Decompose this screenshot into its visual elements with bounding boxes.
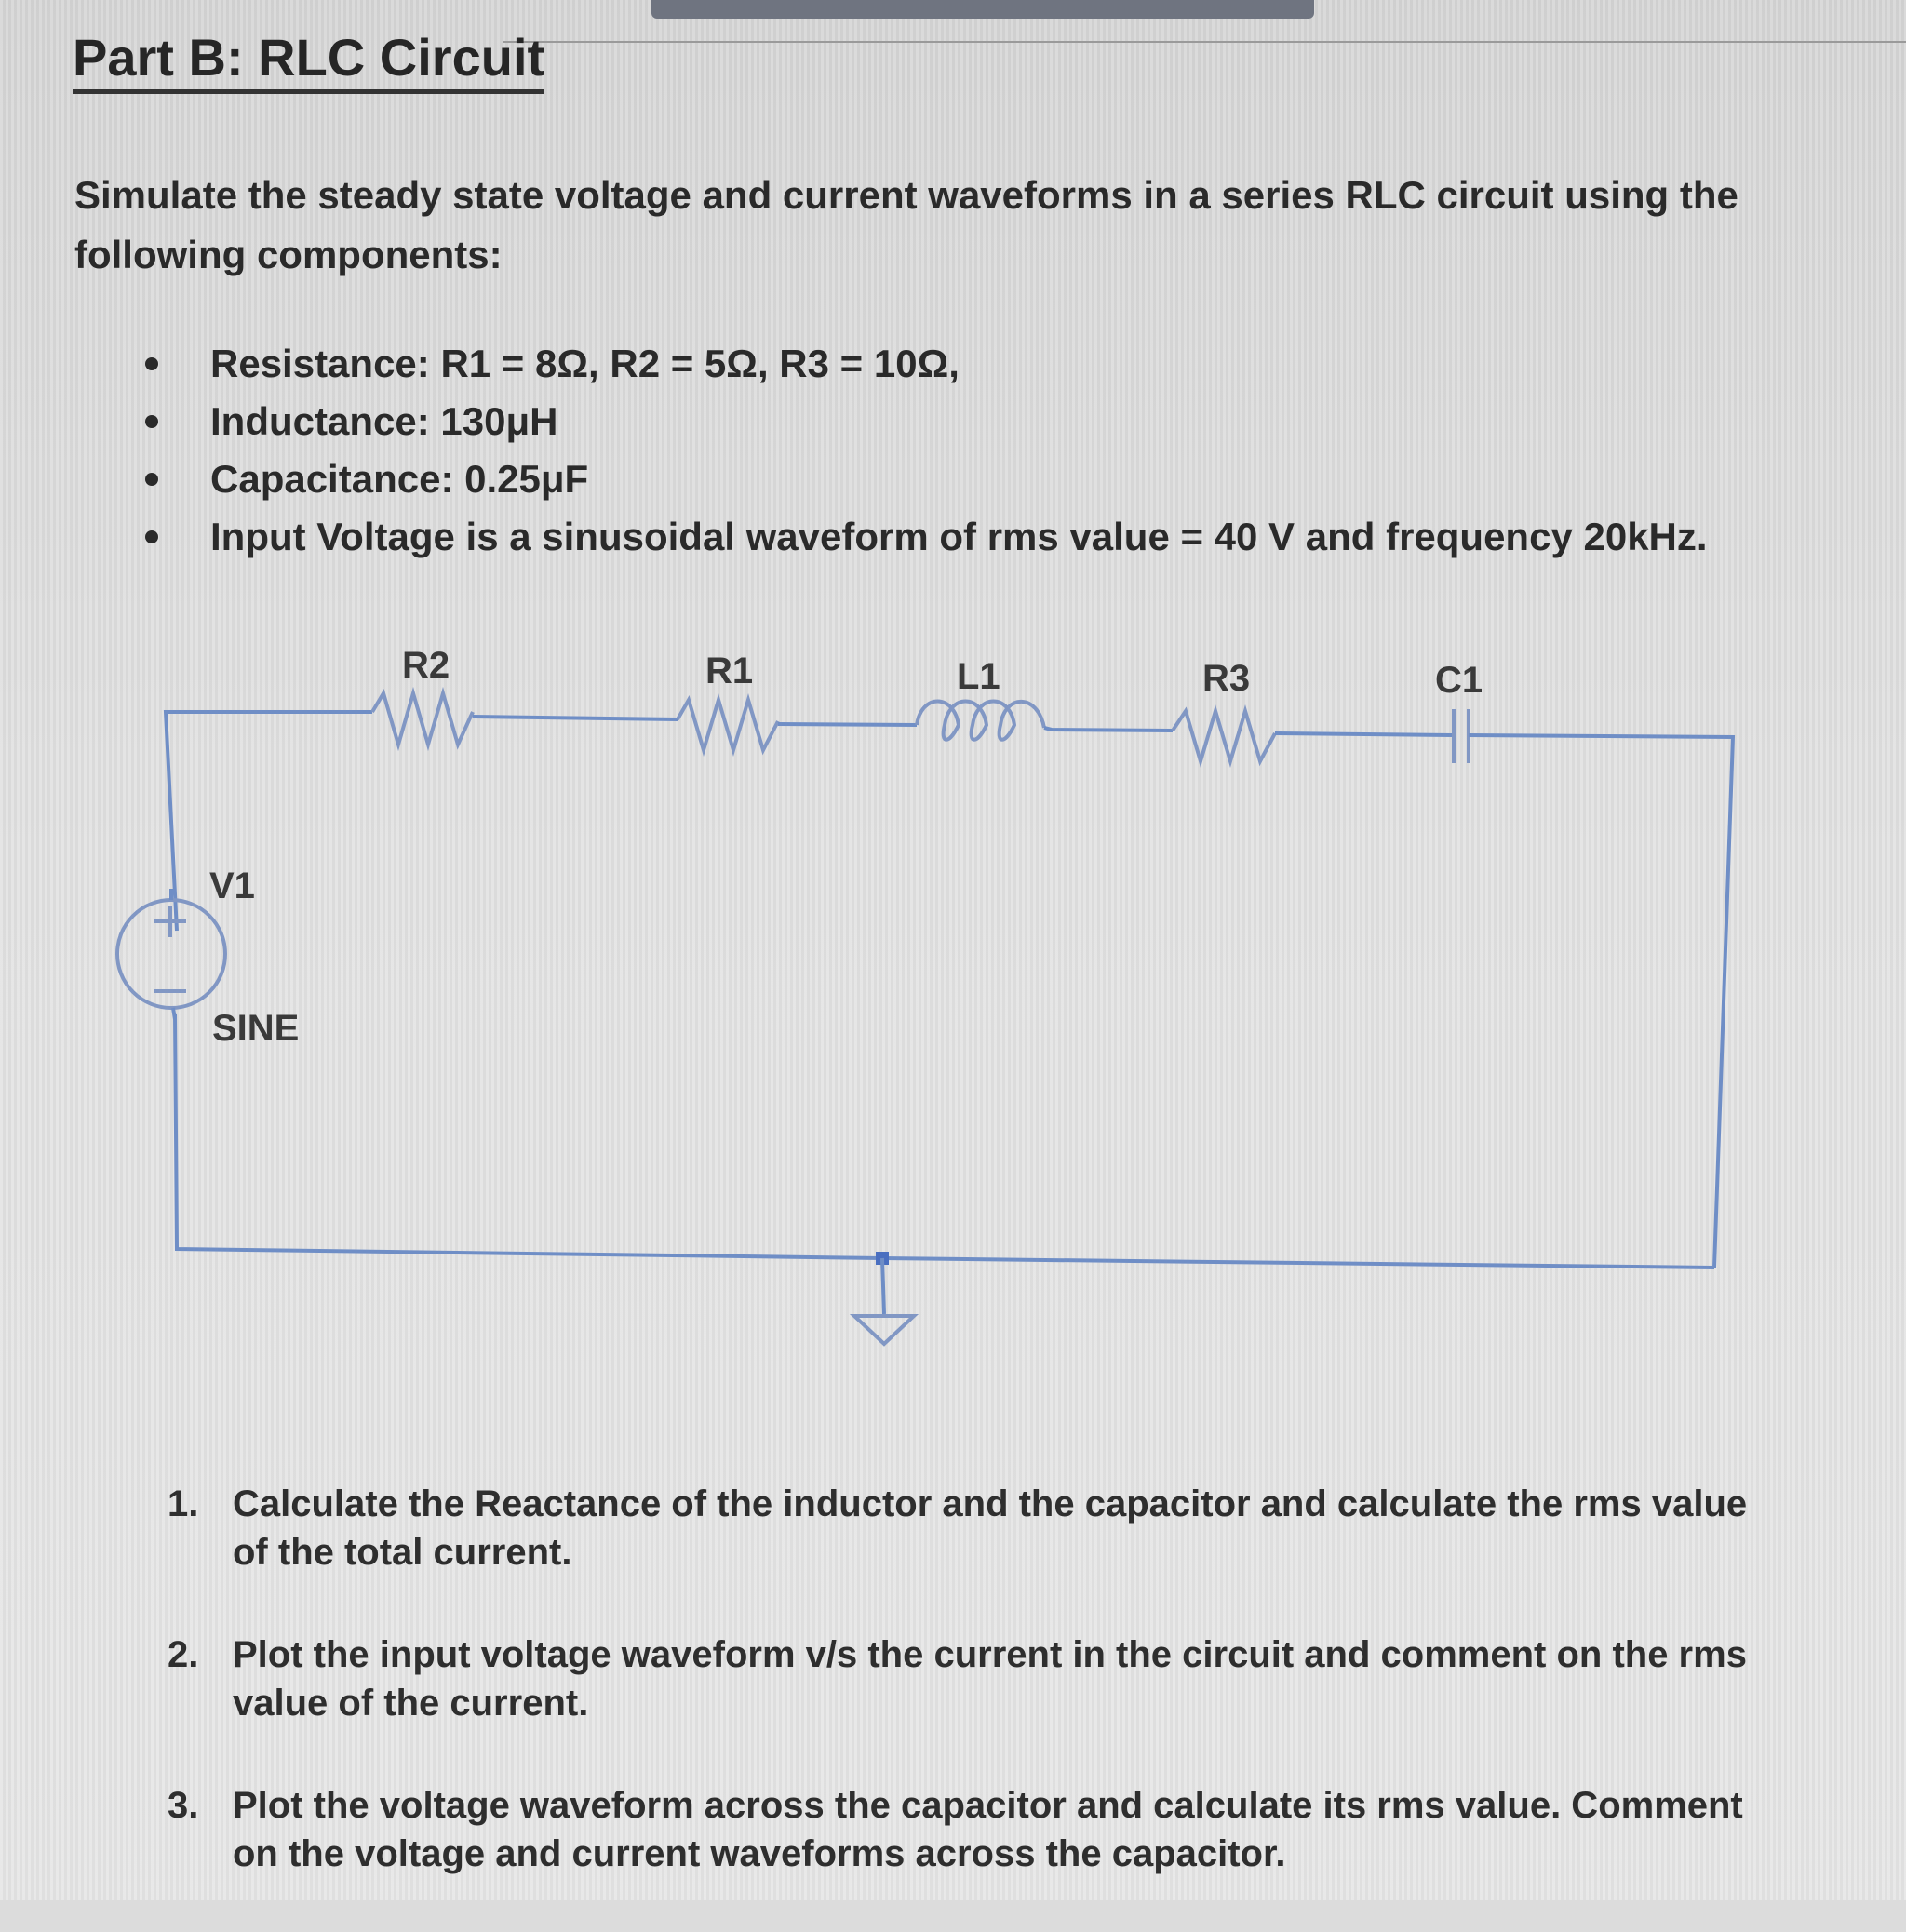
wire-bottom bbox=[175, 1014, 1714, 1268]
inductor-l1 bbox=[917, 702, 1044, 740]
wire-c1-right bbox=[1469, 735, 1733, 1268]
label-r1: R1 bbox=[705, 651, 754, 691]
label-sine: SINE bbox=[212, 1008, 300, 1049]
wire-source-bottom bbox=[173, 1008, 175, 1019]
question-list bbox=[168, 1480, 1787, 1932]
resistor-r3 bbox=[1173, 711, 1275, 761]
ground-icon bbox=[854, 1316, 914, 1344]
question-item bbox=[168, 1480, 1787, 1576]
list-item-text: Capacitance: 0.25μF bbox=[210, 457, 589, 501]
intro-paragraph: Simulate the steady state voltage and current waveforms in a series RLC circuit using the following components: bbox=[74, 173, 1738, 276]
list-item-text: Input Voltage is a sinusoidal waveform of rms value = 40 V and frequency 20kHz. bbox=[210, 515, 1708, 558]
label-c1: C1 bbox=[1435, 660, 1483, 701]
page-title: Part B: RLC Circuit bbox=[73, 28, 544, 94]
ground-lead bbox=[882, 1258, 884, 1314]
list-item-text: Resistance: R1 = 8Ω, R2 = 5Ω, R3 = 10Ω, bbox=[210, 342, 960, 385]
question-item bbox=[168, 1630, 1787, 1727]
question-number: 2. bbox=[168, 1634, 199, 1675]
wire-l1-r3 bbox=[1044, 728, 1173, 731]
question-text: Plot the voltage waveform across the capacitor and calculate its rms value. Comment on the voltage and current waveforms across the capacitor. bbox=[233, 1785, 1743, 1874]
label-r3: R3 bbox=[1202, 658, 1251, 699]
question-text: Calculate the Reactance of the inductor and the capacitor and calculate the rms value of the total current. bbox=[233, 1483, 1748, 1573]
question-item bbox=[168, 1781, 1787, 1878]
wire-r1-l1 bbox=[778, 724, 917, 725]
wire-top-left bbox=[166, 712, 372, 931]
label-l1: L1 bbox=[957, 656, 1000, 697]
question-text: Plot the input voltage waveform v/s the current in the circuit and comment on the rms value of the current. bbox=[233, 1634, 1747, 1724]
list-item-text: Inductance: 130μH bbox=[210, 399, 558, 443]
question-number: 3. bbox=[168, 1785, 199, 1826]
question-number: 1. bbox=[168, 1483, 199, 1524]
resistor-r2 bbox=[372, 693, 473, 745]
label-v1: V1 bbox=[209, 865, 255, 906]
label-r2: R2 bbox=[402, 645, 450, 686]
resistor-r1 bbox=[678, 700, 778, 750]
wire-r2-r1 bbox=[473, 717, 678, 719]
wire-r3-c1 bbox=[1275, 733, 1452, 735]
